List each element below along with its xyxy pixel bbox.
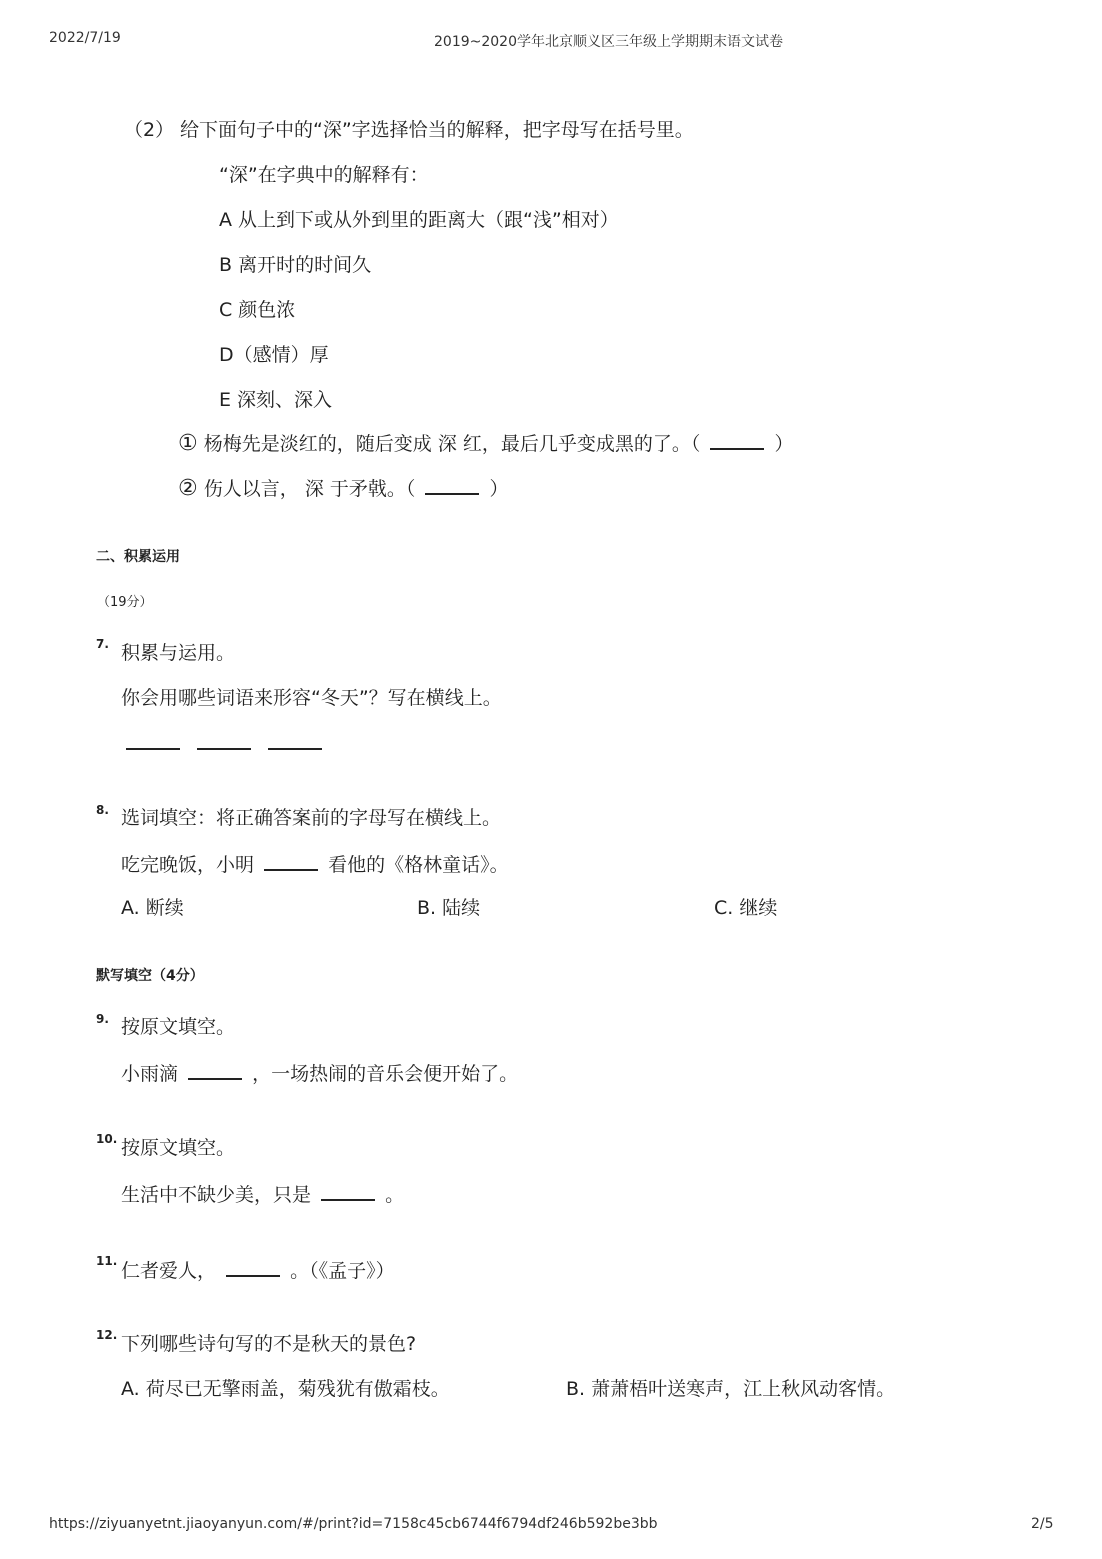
question-number: 11. xyxy=(96,1254,118,1268)
question-number: 12. xyxy=(96,1328,118,1342)
dict-option-d: D（感情）厚 xyxy=(219,344,329,366)
question-title: 按原文填空。 xyxy=(121,1137,236,1159)
answer-blank-3[interactable] xyxy=(268,730,322,750)
page-url: https://ziyuanyetnt.jiaoyanyun.com/#/print?id=7158c45cb6744f6794df246b592be3bb xyxy=(49,1516,658,1532)
choice-option-b: B. 陆续 xyxy=(417,897,481,919)
sentence-before: 生活中不缺少美，只是 xyxy=(121,1184,312,1206)
sentence-after: 。（《孟子》） xyxy=(290,1260,395,1282)
sentence-after: ，一场热闹的音乐会便开始了。 xyxy=(252,1063,519,1085)
question-sentence xyxy=(121,1060,518,1086)
question-number: 8. xyxy=(96,803,109,817)
dict-option-e: E 深刻、深入 xyxy=(219,389,333,411)
sub2-emphasis: 深 xyxy=(304,478,324,500)
sub-question-1 xyxy=(178,430,794,456)
sentence-before: 小雨滴 xyxy=(121,1063,179,1085)
answer-blank-1[interactable] xyxy=(126,730,180,750)
sub1-emphasis: 深 xyxy=(437,433,457,455)
question-sentence xyxy=(121,1181,404,1207)
question-sentence xyxy=(121,1257,395,1283)
answer-blank[interactable] xyxy=(226,1257,280,1277)
question-title: 积累与运用。 xyxy=(121,642,236,664)
q6-part2-prompt: 给下面句子中的“深”字选择恰当的解释，把字母写在括号里。 xyxy=(180,119,694,141)
dict-option-b: B 离开时的时间久 xyxy=(219,254,372,276)
sub1-close: ） xyxy=(774,433,794,455)
sub1-text-before: 杨梅先是淡红的，随后变成 xyxy=(203,433,432,455)
answer-blank[interactable] xyxy=(264,851,318,871)
question-title: 选词填空：将正确答案前的字母写在横线上。 xyxy=(121,807,502,829)
answer-blank-2[interactable] xyxy=(197,730,251,750)
sub2-answer-blank[interactable] xyxy=(425,475,479,495)
print-date: 2022/7/19 xyxy=(49,30,121,46)
circled-one-marker: ① xyxy=(178,431,198,456)
question-number: 7. xyxy=(96,637,109,651)
dict-option-a: A 从上到下或从外到里的距离大（跟“浅”相对） xyxy=(219,209,619,231)
page-number: 2/5 xyxy=(1031,1516,1054,1532)
choice-option-a: A. 荷尽已无擎雨盖，菊残犹有傲霜枝。 xyxy=(121,1378,450,1400)
question-text: 你会用哪些词语来形容“冬天”？写在横线上。 xyxy=(121,687,502,709)
answer-blank[interactable] xyxy=(188,1060,242,1080)
answer-blank[interactable] xyxy=(321,1181,375,1201)
sub1-answer-blank[interactable] xyxy=(710,430,764,450)
sub1-text-after: 红，最后几乎变成黑的了。（ xyxy=(462,433,701,455)
q6-part2-label: （2） xyxy=(124,119,175,141)
sub2-text-after: 于矛戟。（ xyxy=(329,478,416,500)
section-heading: 二、积累运用 xyxy=(96,549,180,565)
sentence-after: 。 xyxy=(385,1184,405,1206)
sub2-text-before: 伤人以言， xyxy=(203,478,299,500)
question-sentence xyxy=(121,851,509,877)
question-number: 9. xyxy=(96,1012,109,1026)
sentence-before: 仁者爱人， xyxy=(121,1260,217,1282)
sub2-close: ） xyxy=(489,478,509,500)
page-title: 2019~2020学年北京顺义区三年级上学期期末语文试卷 xyxy=(434,34,783,50)
choice-option-c: C. 继续 xyxy=(714,897,778,919)
dict-intro: “深”在字典中的解释有： xyxy=(219,164,429,186)
sub-question-2 xyxy=(178,475,509,501)
question-number: 10. xyxy=(96,1132,118,1146)
circled-two-marker: ② xyxy=(178,476,198,501)
sentence-before: 吃完晚饭，小明 xyxy=(121,854,255,876)
choice-option-b: B. 萧萧梧叶送寒声，江上秋风动客情。 xyxy=(566,1378,896,1400)
section-heading: 默写填空（4分） xyxy=(96,968,204,984)
sentence-after: 看他的《格林童话》。 xyxy=(328,854,509,876)
section-score: （19分） xyxy=(97,595,153,610)
answer-blanks-row xyxy=(122,730,326,754)
question-title: 按原文填空。 xyxy=(121,1016,236,1038)
question-title: 下列哪些诗句写的不是秋天的景色? xyxy=(121,1333,417,1355)
dict-option-c: C 颜色浓 xyxy=(219,299,296,321)
choice-option-a: A. 断续 xyxy=(121,897,184,919)
